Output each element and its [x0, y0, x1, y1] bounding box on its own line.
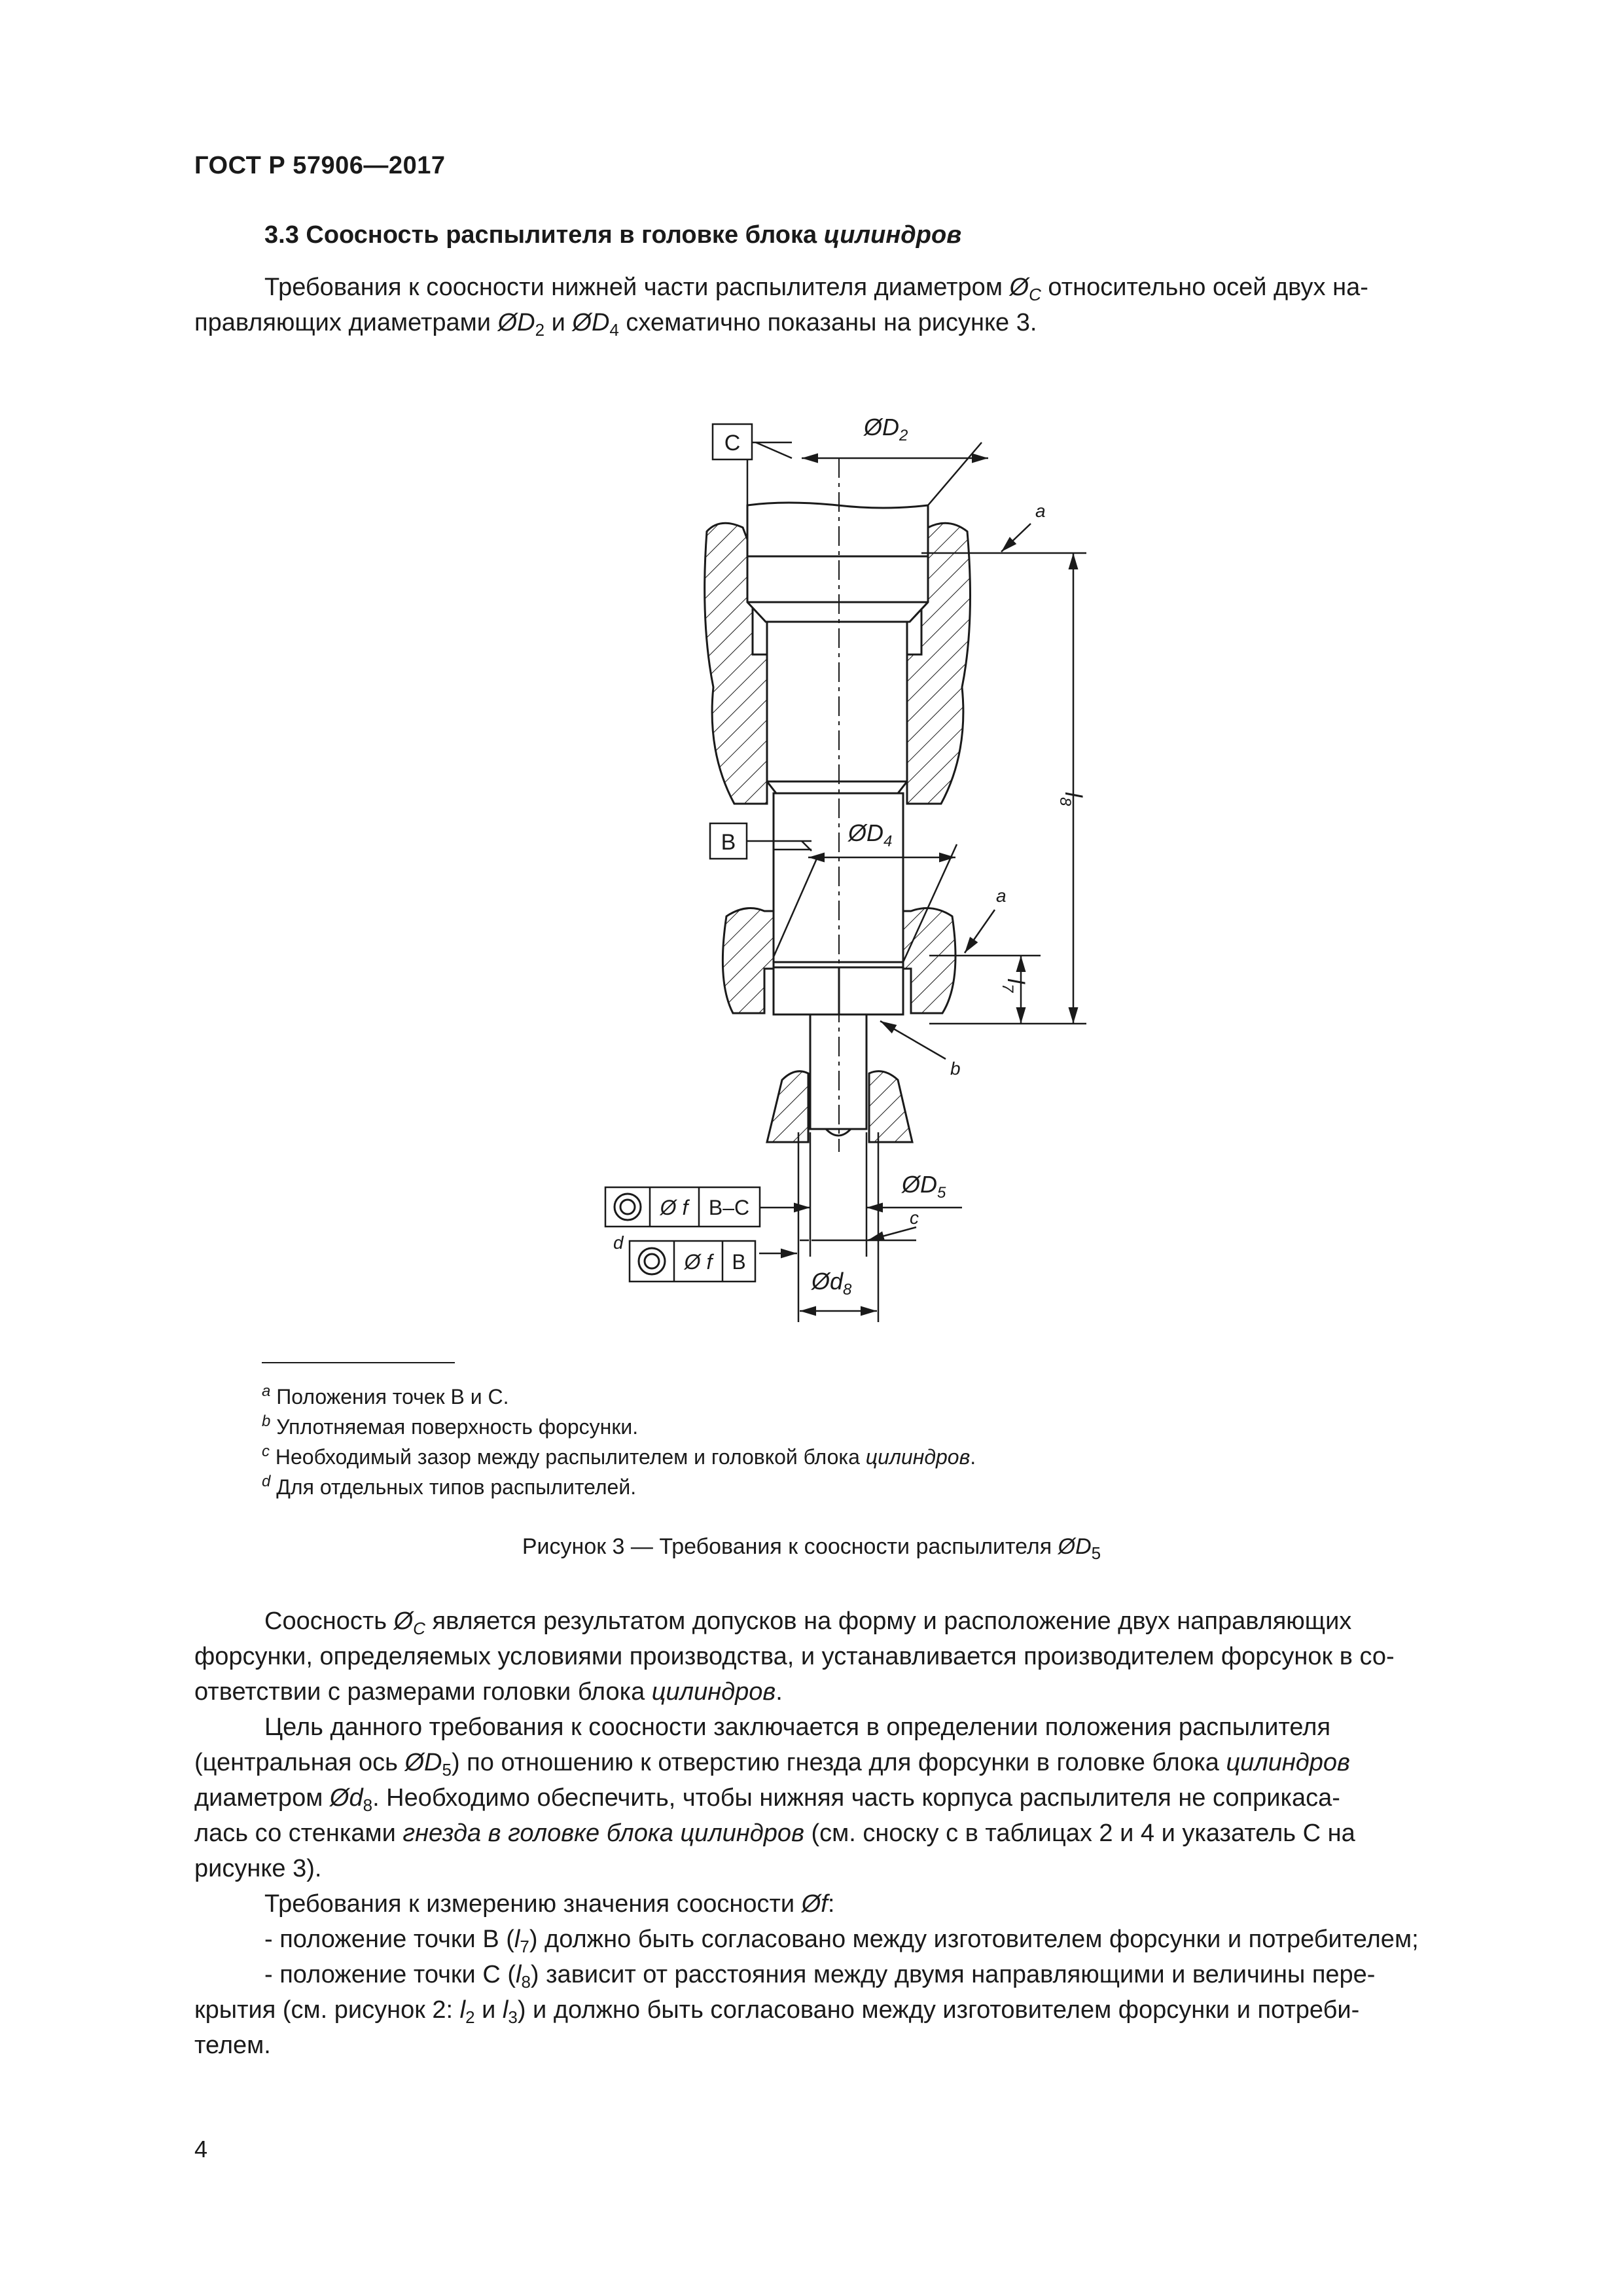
- note-a-upper: a: [1035, 501, 1046, 521]
- dim-d2-label: $ØD_2$: [864, 414, 908, 444]
- figure-caption: Рисунок 3 — Требования к соосности распылителя $ØD_5$: [522, 1534, 1101, 1563]
- body-paragraph-3: Требования к измерению значения соосности Øf:: [264, 1890, 835, 1918]
- nozzle-body: [767, 622, 907, 781]
- intro-paragraph: Требования к соосности нижней части распылителя диаметром $Ø_C$ относительно осей двух на-: [264, 274, 1368, 304]
- footnote-divider: [262, 1362, 455, 1363]
- note-b: b: [950, 1058, 961, 1079]
- frame2-tolerance: Ø f: [684, 1250, 713, 1274]
- dim-d5-label: $ØD_5$: [902, 1171, 946, 1202]
- intro-paragraph-line2: правляющих диаметрами $ØD_2$ и $ØD_4$ схематично показаны на рисунке 3.: [194, 309, 1037, 340]
- frame1-tolerance: Ø f: [660, 1196, 688, 1219]
- list-item-2: - положение точки С $(l_8)$ зависит от расстояния между двумя направляющими и величины пере-: [264, 1961, 1376, 1992]
- footnote-d: $^d$ Для отдельных типов распылителей.: [262, 1473, 637, 1499]
- body-paragraph-2: Цель данного требования к соосности заключается в определении положения распылителя: [264, 1713, 1331, 1741]
- body-paragraph-1-line2: форсунки, определяемых условиями производства, и устанавливается производителем форсунок в со-: [194, 1643, 1395, 1670]
- tolerance-frame-b-c: [605, 1187, 760, 1227]
- dim-l7-label: $l_7$: [999, 978, 1029, 993]
- dim-d4-label: $ØD_4$: [848, 819, 893, 850]
- nozzle-head: [747, 503, 928, 622]
- document-code: ГОСТ Р 57906—2017: [194, 152, 446, 179]
- footnote-b: $^b$ Уплотняемая поверхность форсунки.: [262, 1412, 639, 1439]
- body-paragraph-2-line4: лась со стенками гнезда в головке блока цилиндров (см. сноску с в таблицах 2 и 4 и указатель С на: [194, 1820, 1355, 1847]
- cylinder-head-left-lower: [722, 908, 774, 1014]
- dim-l8-label: $l_8$: [1056, 792, 1087, 806]
- tolerance-frame-b: [630, 1241, 755, 1282]
- seat-right: [869, 1071, 912, 1142]
- list-item-1: - положение точки В $(l_7)$ должно быть согласовано между изготовителем форсунки и потребителем;: [264, 1926, 1419, 1956]
- datum-b-label: B: [721, 830, 736, 855]
- note-a-lower: a: [996, 886, 1007, 906]
- page-number: 4: [194, 2136, 208, 2162]
- cylinder-head-right-lower: [903, 908, 955, 1014]
- body-paragraph-1: Соосность $Ø_C$ является результатом допусков на форму и расположение двух направляющих: [264, 1607, 1352, 1638]
- seat-left: [767, 1071, 808, 1142]
- body-paragraph-2-line2: (центральная ось $ØD_5$) по отношению к отверстию гнезда для форсунки в головке блока цилиндров: [194, 1749, 1350, 1780]
- datum-c-label: C: [724, 431, 741, 456]
- note-c: c: [910, 1208, 919, 1228]
- footnote-a: $^a$ Положения точек В и С.: [262, 1382, 509, 1408]
- dim-d8-label: $Ød_8$: [812, 1268, 852, 1299]
- section-title: 3.3 Соосность распылителя в головке блока цилиндров: [264, 221, 962, 249]
- footnote-c: $^c$ Необходимый зазор между распылителем и головкой блока цилиндров.: [262, 1443, 976, 1469]
- body-paragraph-1-line3: ответствии с размерами головки блока цилиндров.: [194, 1678, 783, 1706]
- frame1-datum: B–C: [708, 1196, 750, 1219]
- body-paragraph-2-line5: рисунке 3).: [194, 1855, 322, 1882]
- list-item-2-line3: телем.: [194, 2032, 271, 2059]
- list-item-2-line2: крытия (см. рисунок 2: $l_2$ и $l_3$) и должно быть согласовано между изготовителем форсунки и потреби-: [194, 1996, 1360, 2027]
- frame2-datum: B: [732, 1250, 746, 1274]
- note-d: d: [613, 1232, 624, 1253]
- body-paragraph-2-line3: диаметром $Ød_8$. Необходимо обеспечить, чтобы нижняя часть корпуса распылителя не соприкаса-: [194, 1784, 1340, 1815]
